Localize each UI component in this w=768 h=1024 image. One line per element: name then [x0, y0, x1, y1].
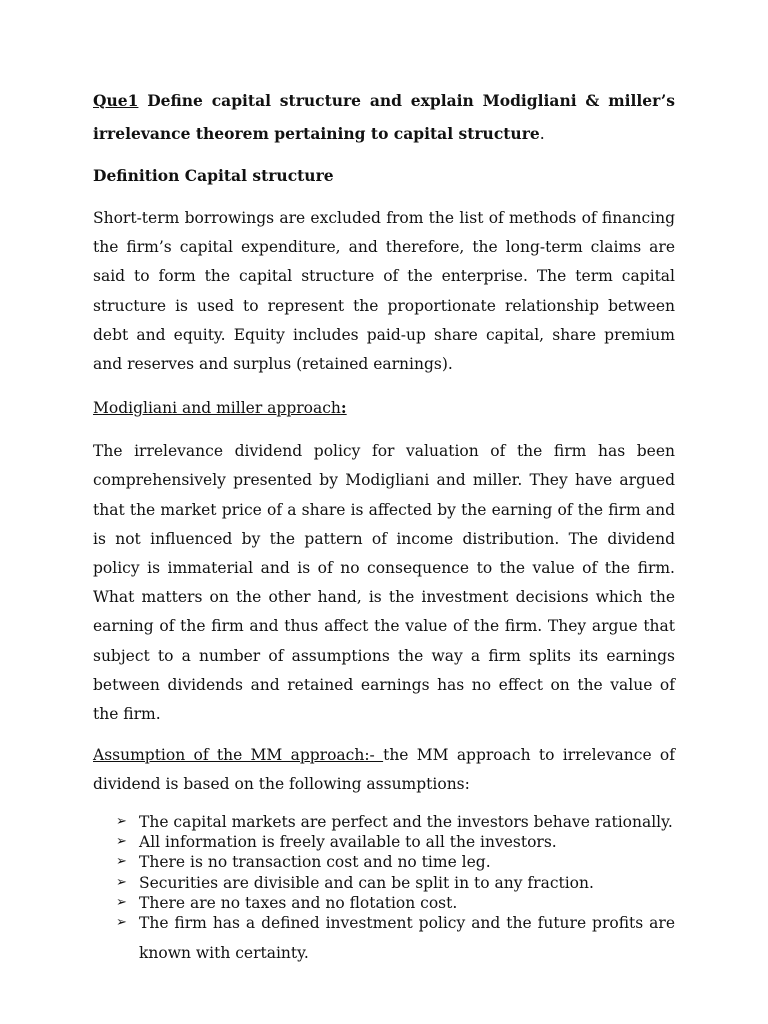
list-item	[93, 832, 675, 852]
list-item-text: Securities are divisible and can be split in to any fraction.	[139, 873, 594, 892]
arrow-bullet-icon: ➢	[116, 833, 127, 849]
list-item-text: There is no transaction cost and no time leg.	[139, 853, 491, 872]
mm-approach-title-text: Modigliani and miller approach	[93, 399, 341, 418]
assumptions-intro	[93, 741, 675, 799]
question-heading	[93, 84, 675, 151]
question-end: .	[539, 125, 545, 143]
arrow-bullet-icon: ➢	[116, 874, 127, 890]
assumptions-title: Assumption of the MM approach:-	[93, 746, 384, 765]
list-item	[93, 812, 675, 832]
list-item-text: The firm has a defined investment policy and the future profits are known with certainty.	[139, 914, 675, 963]
mm-approach-paragraph: The irrelevance dividend policy for valuation of the firm has been comprehensively presented by Modigliani and miller. They have argued that the market price of a share is affected by the earning of the firm and is not influenced by the pattern of income distribution. The dividend policy is immaterial and is of no consequence to the value of the firm. What matters on the other hand, is the investment decisions which the earning of the firm and thus affect the value of the firm. They argue that subject to a number of assumptions the way a firm splits its earnings between dividends and retained earnings has no effect on the value of the firm.	[93, 442, 675, 724]
list-item-text: The capital markets are perfect and the investors behave rationally.	[139, 812, 673, 831]
assumptions-list	[93, 812, 675, 968]
list-item-text: There are no taxes and no flotation cost.	[139, 893, 458, 912]
list-item	[93, 852, 675, 872]
list-item	[93, 873, 675, 893]
arrow-bullet-icon: ➢	[116, 894, 127, 910]
question-label: Que1	[93, 91, 139, 110]
mm-approach-title-colon: :	[340, 398, 347, 418]
definition-heading: Definition Capital structure	[93, 166, 334, 185]
arrow-bullet-icon: ➢	[116, 813, 127, 829]
arrow-bullet-icon: ➢	[116, 915, 127, 931]
arrow-bullet-icon: ➢	[116, 854, 127, 870]
document-page	[93, 84, 675, 968]
mm-approach-title	[93, 393, 675, 423]
list-item-text: All information is freely available to all the investors.	[139, 832, 557, 851]
assumptions-intro-text: the MM approach to irrelevance of dividend is based on the following assumptions:	[93, 746, 675, 794]
question-text: Define capital structure and explain Modigliani & miller’s irrelevance theorem pertaining to capital structure	[93, 91, 675, 143]
definition-paragraph: Short-term borrowings are excluded from the list of methods of financing the firm’s capital expenditure, and therefore, the long-term claims are said to form the capital structure of the enterprise. The term capital structure is used to represent the proportionate relationship between debt and equity. Equity includes paid-up share capital, share premium and reserves and surplus (retained earnings).	[93, 209, 675, 374]
list-item	[93, 908, 675, 968]
